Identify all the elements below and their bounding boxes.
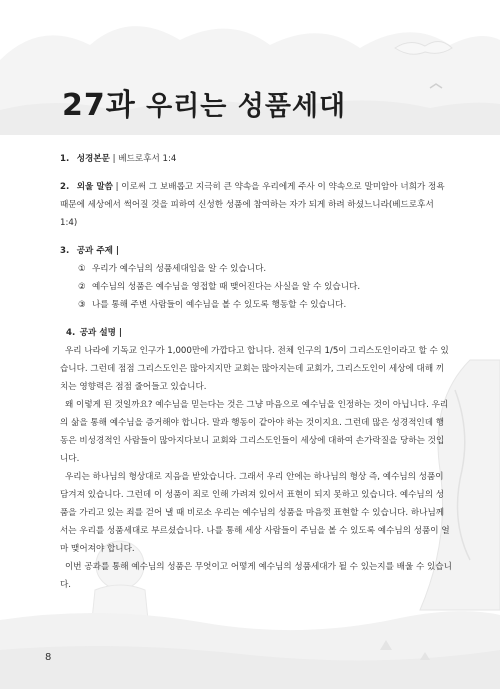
paragraph: 왜 이렇게 된 것일까요? 예수님을 믿는다는 것은 그냥 마음으로 예수님을 인정하는 것이 아닙니다. 우리의 삶을 통해 예수님을 증거해야 합니다. 말과 행동이 같아야 하는 것이지요. 그런데 많은 성경적인데 행동은 비성경적인 사람들이 많아지다보니 교회와 그리스도인들이 세상에 대하여 손가락질을 당하는 것입니다. <box>60 400 449 464</box>
separator: | <box>115 328 123 338</box>
memory-verse-text: 이로써 그 보배롭고 지극히 큰 약속을 우리에게 주사 이 약속으로 말미암아 너희가 정욕 때문에 세상에서 썩어질 것을 피하여 신성한 성품에 참여하는 자가 되게 하려 하셨느니라(베드로후서 1:4) <box>60 182 445 228</box>
section-topic <box>60 242 452 314</box>
lesson-title <box>62 80 346 124</box>
list-item <box>78 278 452 296</box>
section-heading: 성경본문 <box>76 154 110 164</box>
lesson-title-text: 우리는 성품세대 <box>146 91 347 122</box>
item-marker: ③ <box>78 300 86 310</box>
section-heading: 외울 말씀 <box>76 182 113 192</box>
separator: | <box>112 246 120 256</box>
item-text: 나를 통해 주변 사람들이 예수님을 볼 수 있도록 행동할 수 있습니다. <box>92 300 347 310</box>
section-number: 1. <box>60 154 70 164</box>
section-heading: 공과 주제 <box>76 246 113 256</box>
list-item <box>78 296 452 314</box>
lesson-number: 27과 <box>62 88 136 123</box>
paragraph: 우리는 하나님의 형상대로 지음을 받았습니다. 그래서 우리 안에는 하나님의 형상 즉, 예수님의 성품이 담겨져 있습니다. 그런데 이 성품이 죄로 인해 가려져 있어서 표현이 되지 못하고 있습니다. 예수님의 성품을 가리고 있는 죄를 걷어 낼 때 비로소 우리는 예수님의 성품을 마음껏 표현할 수 있습니다. 하나님께서는 우리를 성품세대로 부르셨습니다. 나를 통해 세상 사람들이 주님을 볼 수 있도록 예수님의 성품이 얼마 맺어져야 합니다. <box>60 472 450 554</box>
list-item <box>78 260 452 278</box>
section-number: 3. <box>60 246 70 256</box>
separator: | <box>112 182 122 192</box>
section-scripture <box>60 150 452 168</box>
section-heading: 공과 설명 <box>79 328 116 338</box>
section-memory-verse <box>60 178 452 232</box>
section-number: 2. <box>60 182 70 192</box>
separator: | <box>109 154 119 164</box>
page-number: 8 <box>45 652 52 663</box>
section-explanation <box>60 324 452 594</box>
scripture-reference: 베드로후서 1:4 <box>118 154 177 164</box>
item-marker: ① <box>78 264 86 274</box>
section-number: 4. <box>66 328 76 338</box>
paragraph: 우리 나라에 기독교 인구가 1,000만에 가깝다고 합니다. 전체 인구의 1/5이 그리스도인이라고 할 수 있습니다. 그런데 점점 그리스도인은 많아지지만 교회는 많아지는데 교회가, 그리스도인이 세상에 대해 끼치는 영향력은 점점 줄어들고 있습니다. <box>60 346 449 392</box>
paragraph: 이번 공과를 통해 예수님의 성품은 무엇이고 어떻게 예수님의 성품세대가 될 수 있는지를 배울 수 있습니다. <box>60 562 452 590</box>
lesson-content <box>60 150 452 604</box>
topic-list <box>60 260 452 314</box>
item-marker: ② <box>78 282 86 292</box>
item-text: 우리가 예수님의 성품세대임을 알 수 있습니다. <box>92 264 267 274</box>
item-text: 예수님의 성품은 예수님을 영접할 때 맺어진다는 사실을 알 수 있습니다. <box>92 282 361 292</box>
